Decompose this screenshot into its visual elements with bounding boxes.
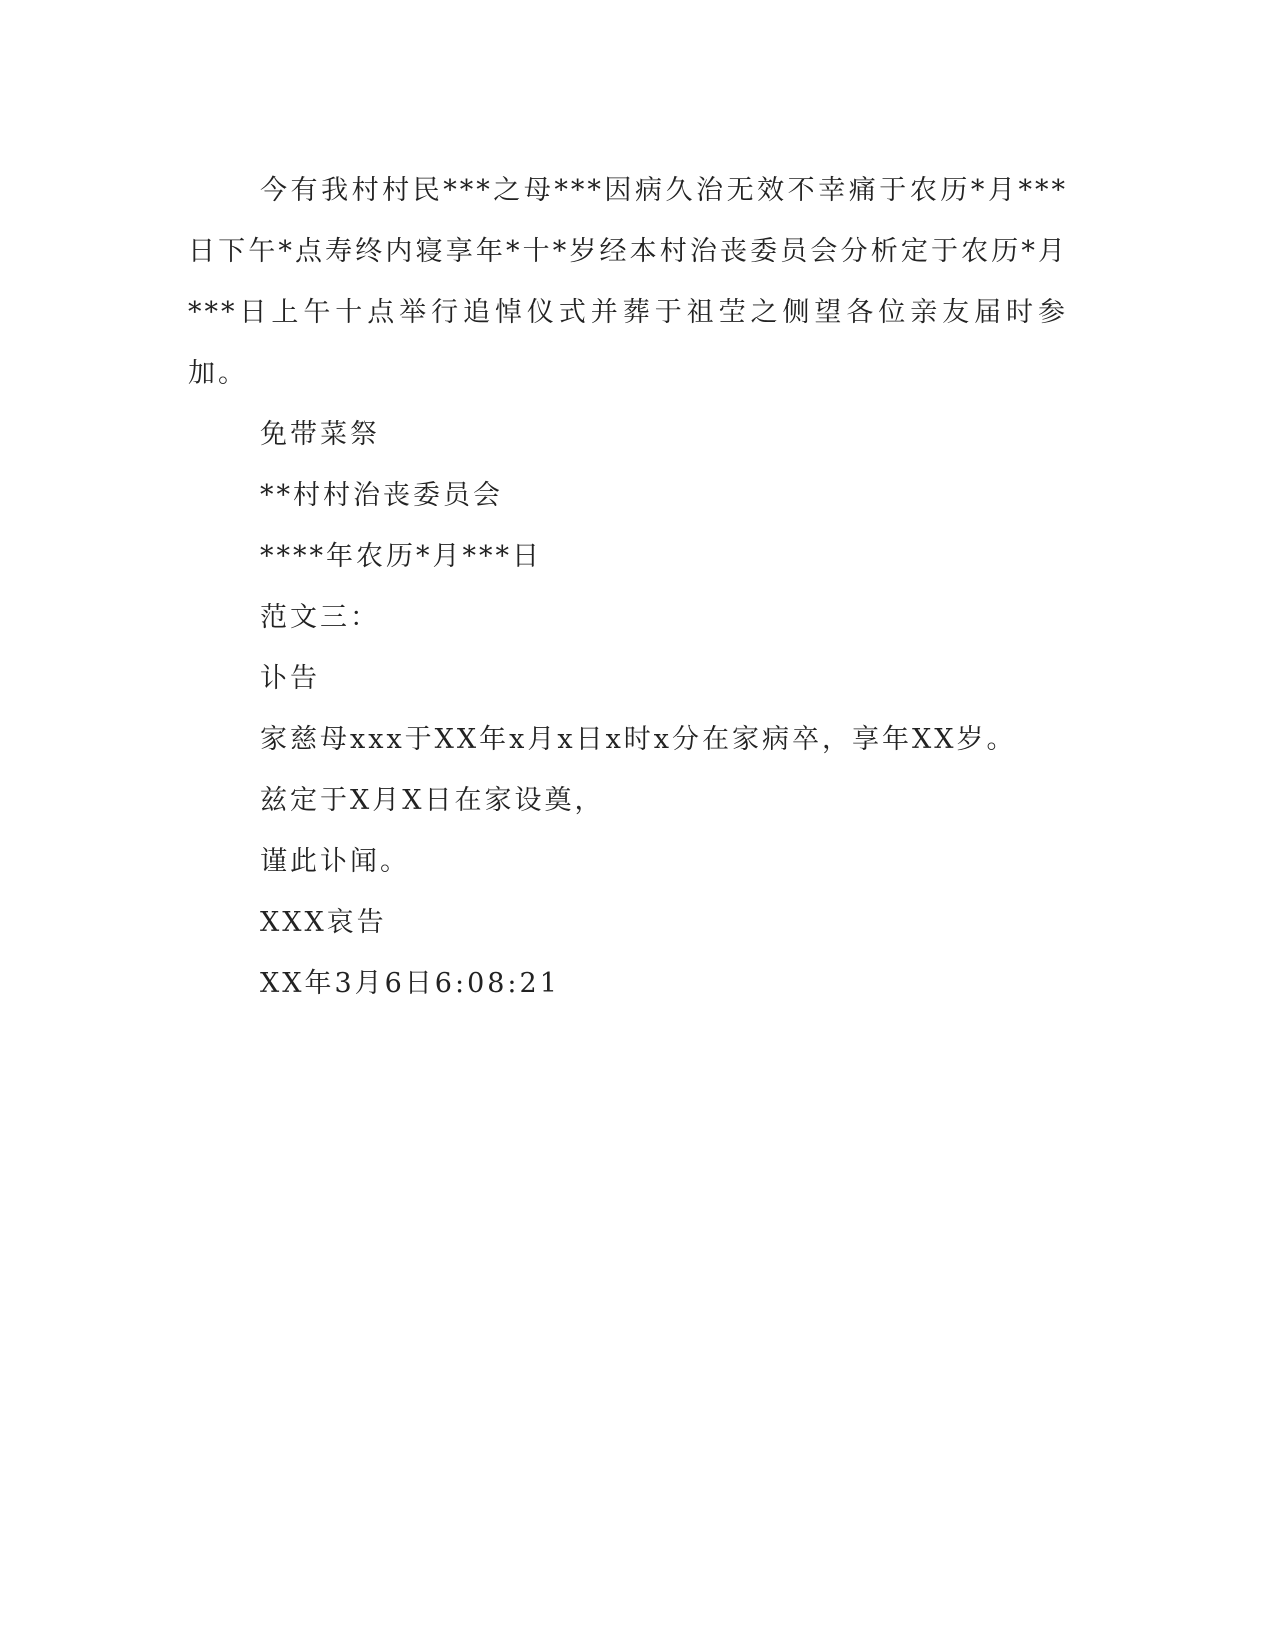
section-heading-sample-three: 范文三： — [260, 602, 380, 633]
signature-date: ****年农历*月***日 — [260, 541, 542, 572]
death-announcement: 家慈母xxx于XX年x月x日x时x分在家病卒，享年XX岁。 — [260, 724, 1017, 755]
no-food-offerings-note: 免带菜祭 — [260, 419, 380, 450]
obituary-notice-paragraph: 今有我村村民***之母***因病久治无效不幸痛于农历*月***日下午*点寿终内寝享年*十*岁经本村治丧委员会分析定于农历*月***日上午十点举行追悼仪式并葬于祖茔之侧望各位亲友届时参加。 — [188, 175, 1068, 389]
closing-phrase: 谨此讣闻。 — [260, 846, 410, 877]
document-page — [188, 160, 1068, 1014]
announcement-timestamp: XX年3月6日6:08:21 — [260, 968, 560, 999]
committee-signature: **村村治丧委员会 — [260, 480, 503, 511]
obituary-title: 讣告 — [260, 663, 320, 694]
memorial-arrangement: 兹定于X月X日在家设奠， — [260, 785, 605, 816]
mourner-signature: XXX哀告 — [260, 907, 387, 938]
